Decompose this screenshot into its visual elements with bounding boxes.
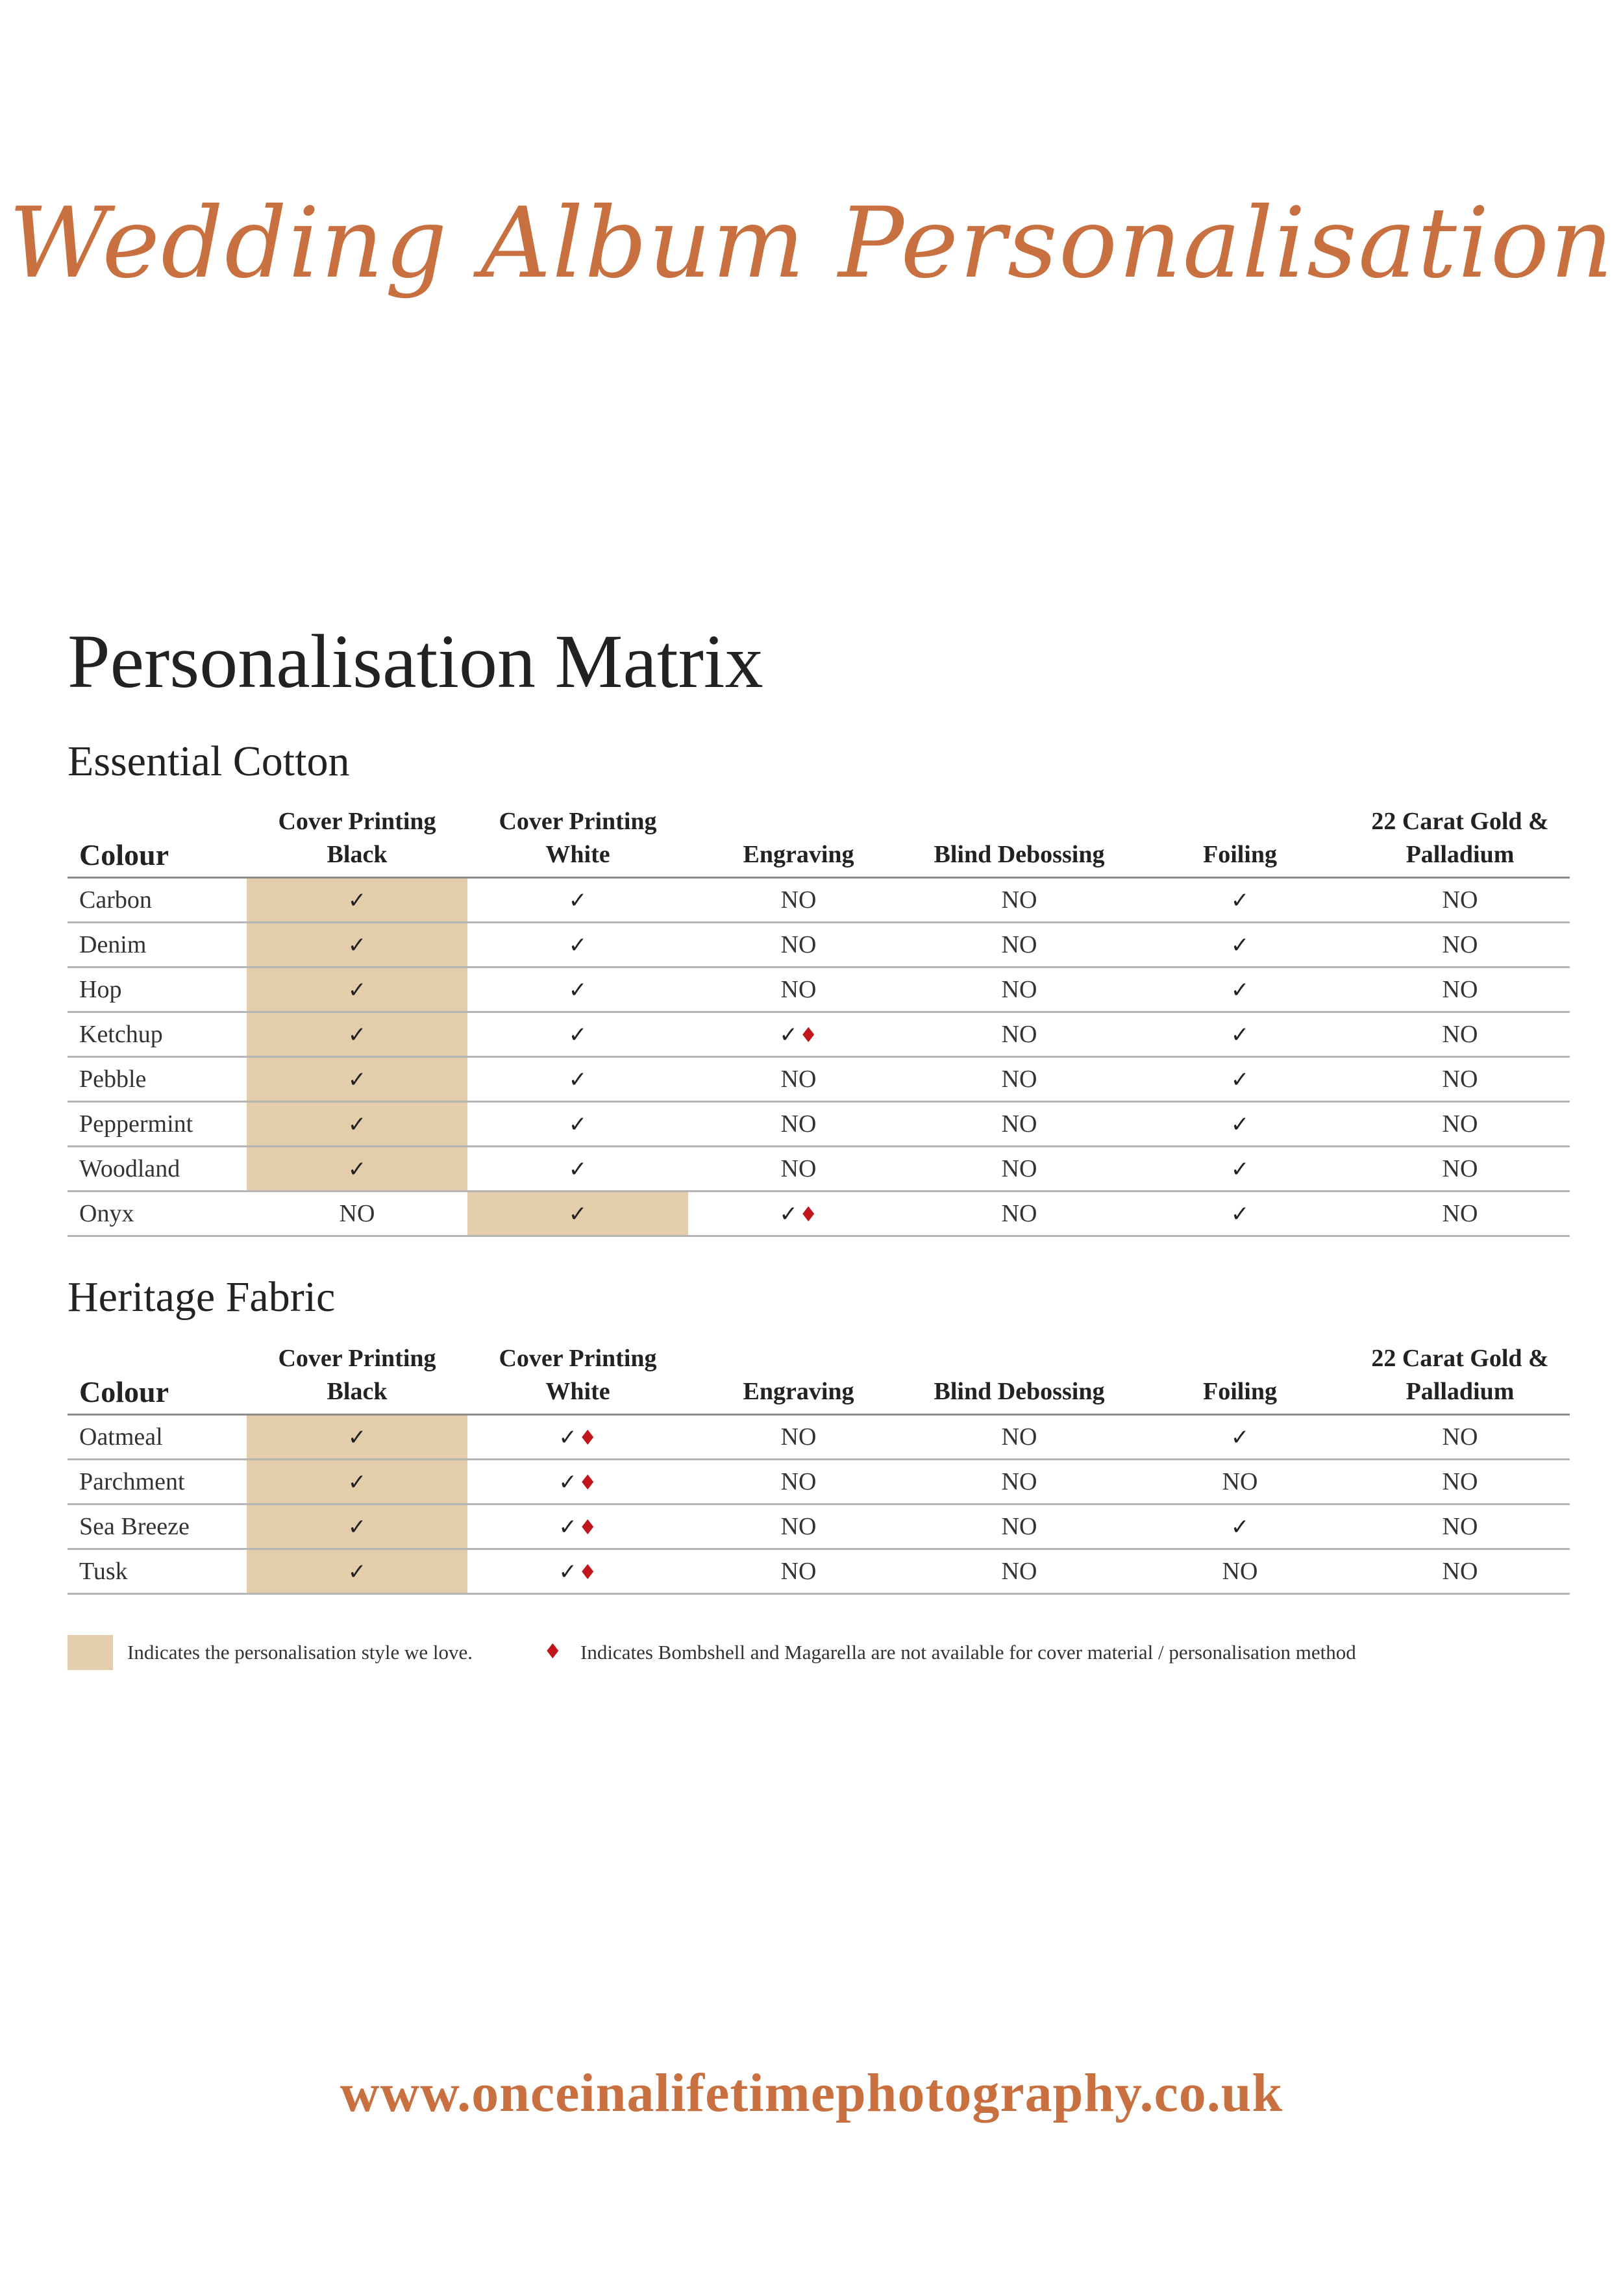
cell-gold-palladium [1350,1460,1570,1504]
cell-cover-printing-white [467,1415,688,1460]
cell-gold-palladium [1350,1012,1570,1057]
cell-blind-debossing [909,1012,1130,1057]
cell-blind-debossing [909,1549,1130,1594]
colour-name: Pebble [68,1057,247,1102]
header-line: Palladium [1406,841,1515,868]
colour-name: Ketchup [68,1012,247,1057]
colour-name: Oatmeal [68,1415,247,1460]
cell-cover-printing-black [247,1549,467,1594]
cell-blind-debossing [909,1192,1130,1236]
cell-cover-printing-white [467,1460,688,1504]
cell-cover-printing-black [247,1192,467,1236]
cell-foiling [1130,1460,1350,1504]
checkmark-icon: ✓ [347,1514,367,1540]
heritage-fabric-table [68,1337,1570,1595]
checkmark-icon: ✓ [1230,1201,1250,1227]
checkmark-icon: ✓ [1230,1067,1250,1093]
table-row [68,1102,1570,1147]
checkmark-icon: ✓ [568,932,588,958]
cell-foiling [1130,1147,1350,1192]
no-text: NO [1442,931,1478,958]
table-row [68,1057,1570,1102]
no-text: NO [1001,1021,1037,1048]
cell-engraving [688,1415,909,1460]
no-text: NO [1222,1558,1258,1585]
cell-blind-debossing [909,967,1130,1012]
cell-foiling [1130,1549,1350,1594]
legend-highlight-swatch [68,1635,113,1670]
header-line: 22 Carat Gold & [1371,1345,1549,1372]
cell-cover-printing-black [247,1504,467,1549]
checkmark-icon: ✓ [347,888,367,914]
cell-cover-printing-white [467,1102,688,1147]
no-text: NO [780,1423,817,1451]
no-text: NO [1001,1155,1037,1182]
colour-name: Woodland [68,1147,247,1192]
cell-cover-printing-black [247,1012,467,1057]
cell-engraving [688,1012,909,1057]
header-line: Palladium [1406,1378,1515,1405]
cell-cover-printing-black [247,1147,467,1192]
checkmark-icon: ✓ [558,1559,577,1585]
cell-gold-palladium [1350,967,1570,1012]
cell-cover-printing-white [467,1057,688,1102]
cell-gold-palladium [1350,923,1570,967]
checkmark-icon: ✓ [347,1559,367,1585]
col-header-engraving: Engraving [688,1337,909,1415]
no-text: NO [1001,1513,1037,1540]
cell-engraving [688,1147,909,1192]
cell-cover-printing-white [467,1504,688,1549]
colour-name: Denim [68,923,247,967]
cell-engraving [688,923,909,967]
cell-gold-palladium [1350,1147,1570,1192]
cell-cover-printing-white [467,1012,688,1057]
col-header-cover-printing-black [247,800,467,878]
checkmark-icon: ✓ [1230,977,1250,1003]
cell-cover-printing-black [247,1460,467,1504]
no-text: NO [339,1200,375,1227]
table-header-row [68,800,1570,878]
col-header-colour: Colour [68,800,247,878]
checkmark-icon: ✓ [568,1022,588,1048]
cell-cover-printing-white [467,967,688,1012]
section-title-heritage-fabric: Heritage Fabric [68,1273,336,1321]
no-text: NO [780,1468,817,1495]
no-text: NO [1001,1423,1037,1451]
no-text: NO [780,1066,817,1093]
checkmark-icon: ✓ [1230,1022,1250,1048]
table-row [68,967,1570,1012]
col-header-engraving: Engraving [688,800,909,878]
cell-blind-debossing [909,878,1130,923]
header-line: 22 Carat Gold & [1371,808,1549,835]
matrix-title: Personalisation Matrix [68,619,763,704]
cell-cover-printing-white [467,923,688,967]
checkmark-icon: ✓ [1230,932,1250,958]
cell-cover-printing-white [467,1147,688,1192]
cell-cover-printing-black [247,1057,467,1102]
no-text: NO [1001,886,1037,914]
cell-engraving [688,1102,909,1147]
no-text: NO [1442,886,1478,914]
table-row [68,923,1570,967]
checkmark-icon: ✓ [347,1022,367,1048]
col-header-cover-printing-white [467,1337,688,1415]
col-header-cover-printing-white [467,800,688,878]
cell-cover-printing-black [247,1415,467,1460]
no-text: NO [1001,1110,1037,1138]
checkmark-icon: ✓ [568,1112,588,1138]
cell-cover-printing-black [247,1102,467,1147]
checkmark-icon: ✓ [347,932,367,958]
col-header-cover-printing-black [247,1337,467,1415]
cell-cover-printing-black [247,878,467,923]
colour-name: Parchment [68,1460,247,1504]
cell-foiling [1130,1102,1350,1147]
checkmark-icon: ✓ [1230,1156,1250,1182]
no-text: NO [1442,1200,1478,1227]
cell-gold-palladium [1350,1504,1570,1549]
no-text: NO [1001,1558,1037,1585]
colour-name: Peppermint [68,1102,247,1147]
colour-name: Carbon [68,878,247,923]
cell-gold-palladium [1350,1102,1570,1147]
checkmark-icon: ✓ [779,1201,798,1227]
no-text: NO [1222,1468,1258,1495]
no-text: NO [1001,1200,1037,1227]
cell-engraving [688,878,909,923]
diamond-icon: ♦ [578,1515,597,1540]
col-header-blind-debossing: Blind Debossing [909,800,1130,878]
header-line: Cover Printing [499,808,657,835]
diamond-icon: ♦ [578,1560,597,1584]
header-line: Cover Printing [278,808,436,835]
legend-favourite-text: Indicates the personalisation style we love. [127,1641,473,1664]
colour-name: Onyx [68,1192,247,1236]
cell-foiling [1130,967,1350,1012]
cell-foiling [1130,1504,1350,1549]
checkmark-icon: ✓ [568,1067,588,1093]
cell-blind-debossing [909,1415,1130,1460]
no-text: NO [780,1110,817,1138]
header-line: White [545,1378,610,1405]
table-row [68,1549,1570,1594]
header-line: Black [327,1378,388,1405]
checkmark-icon: ✓ [568,977,588,1003]
table-row [68,878,1570,923]
no-text: NO [1442,1155,1478,1182]
no-text: NO [1442,1021,1478,1048]
checkmark-icon: ✓ [1230,1112,1250,1138]
checkmark-icon: ✓ [558,1514,577,1540]
cell-cover-printing-white [467,1549,688,1594]
cell-foiling [1130,1057,1350,1102]
diamond-icon: ♦ [799,1023,818,1047]
checkmark-icon: ✓ [779,1022,798,1048]
essential-cotton-table [68,800,1570,1237]
cell-blind-debossing [909,1102,1130,1147]
no-text: NO [1442,1066,1478,1093]
no-text: NO [780,931,817,958]
cell-gold-palladium [1350,1549,1570,1594]
table-row [68,1147,1570,1192]
no-text: NO [1001,931,1037,958]
checkmark-icon: ✓ [347,977,367,1003]
cell-gold-palladium [1350,1057,1570,1102]
no-text: NO [1442,1558,1478,1585]
cell-blind-debossing [909,1460,1130,1504]
no-text: NO [1442,1468,1478,1495]
table-row [68,1012,1570,1057]
cell-engraving [688,967,909,1012]
no-text: NO [1442,976,1478,1003]
cell-cover-printing-black [247,923,467,967]
colour-name: Hop [68,967,247,1012]
no-text: NO [1001,1468,1037,1495]
checkmark-icon: ✓ [347,1469,367,1495]
checkmark-icon: ✓ [558,1425,577,1451]
checkmark-icon: ✓ [1230,1425,1250,1451]
cell-engraving [688,1549,909,1594]
diamond-icon: ♦ [578,1470,597,1495]
cell-foiling [1130,878,1350,923]
col-header-foiling: Foiling [1130,1337,1350,1415]
col-header-blind-debossing: Blind Debossing [909,1337,1130,1415]
header-line: Cover Printing [499,1345,657,1372]
cell-blind-debossing [909,923,1130,967]
cell-gold-palladium [1350,1415,1570,1460]
no-text: NO [780,976,817,1003]
cell-cover-printing-white [467,878,688,923]
cell-blind-debossing [909,1057,1130,1102]
no-text: NO [1442,1423,1478,1451]
checkmark-icon: ✓ [568,1156,588,1182]
cell-cover-printing-black [247,967,467,1012]
legend-diamond-text: Indicates Bombshell and Magarella are not available for cover material / personalisation method [580,1641,1356,1664]
checkmark-icon: ✓ [347,1067,367,1093]
cell-foiling [1130,1012,1350,1057]
table-header-row [68,1337,1570,1415]
table-row [68,1192,1570,1236]
checkmark-icon: ✓ [568,888,588,914]
page-script-title: Wedding Album Personalisation [8,187,1615,300]
no-text: NO [1001,976,1037,1003]
section-title-essential-cotton: Essential Cotton [68,738,350,785]
header-line: Cover Printing [278,1345,436,1372]
checkmark-icon: ✓ [347,1112,367,1138]
col-header-foiling: Foiling [1130,800,1350,878]
checkmark-icon: ✓ [568,1201,588,1227]
no-text: NO [780,886,817,914]
cell-foiling [1130,923,1350,967]
checkmark-icon: ✓ [1230,1514,1250,1540]
col-header-gold-palladium [1350,800,1570,878]
no-text: NO [780,1513,817,1540]
diamond-icon: ♦ [543,1639,562,1664]
cell-gold-palladium [1350,1192,1570,1236]
no-text: NO [780,1558,817,1585]
legend [68,1635,1570,1670]
cell-cover-printing-white [467,1192,688,1236]
cell-foiling [1130,1415,1350,1460]
table-row [68,1415,1570,1460]
col-header-colour: Colour [68,1337,247,1415]
checkmark-icon: ✓ [347,1425,367,1451]
cell-engraving [688,1460,909,1504]
diamond-icon: ♦ [578,1425,597,1450]
diamond-icon: ♦ [799,1202,818,1227]
cell-engraving [688,1057,909,1102]
cell-foiling [1130,1192,1350,1236]
checkmark-icon: ✓ [558,1469,577,1495]
table-row [68,1460,1570,1504]
cell-blind-debossing [909,1504,1130,1549]
cell-gold-palladium [1350,878,1570,923]
colour-name: Sea Breeze [68,1504,247,1549]
table-row [68,1504,1570,1549]
colour-name: Tusk [68,1549,247,1594]
no-text: NO [780,1155,817,1182]
cell-engraving [688,1192,909,1236]
no-text: NO [1001,1066,1037,1093]
no-text: NO [1442,1110,1478,1138]
checkmark-icon: ✓ [1230,888,1250,914]
header-line: White [545,841,610,868]
col-header-gold-palladium [1350,1337,1570,1415]
header-line: Black [327,841,388,868]
website-link[interactable]: www.onceinalifetimephotography.co.uk [340,2063,1283,2123]
cell-blind-debossing [909,1147,1130,1192]
checkmark-icon: ✓ [347,1156,367,1182]
no-text: NO [1442,1513,1478,1540]
cell-engraving [688,1504,909,1549]
